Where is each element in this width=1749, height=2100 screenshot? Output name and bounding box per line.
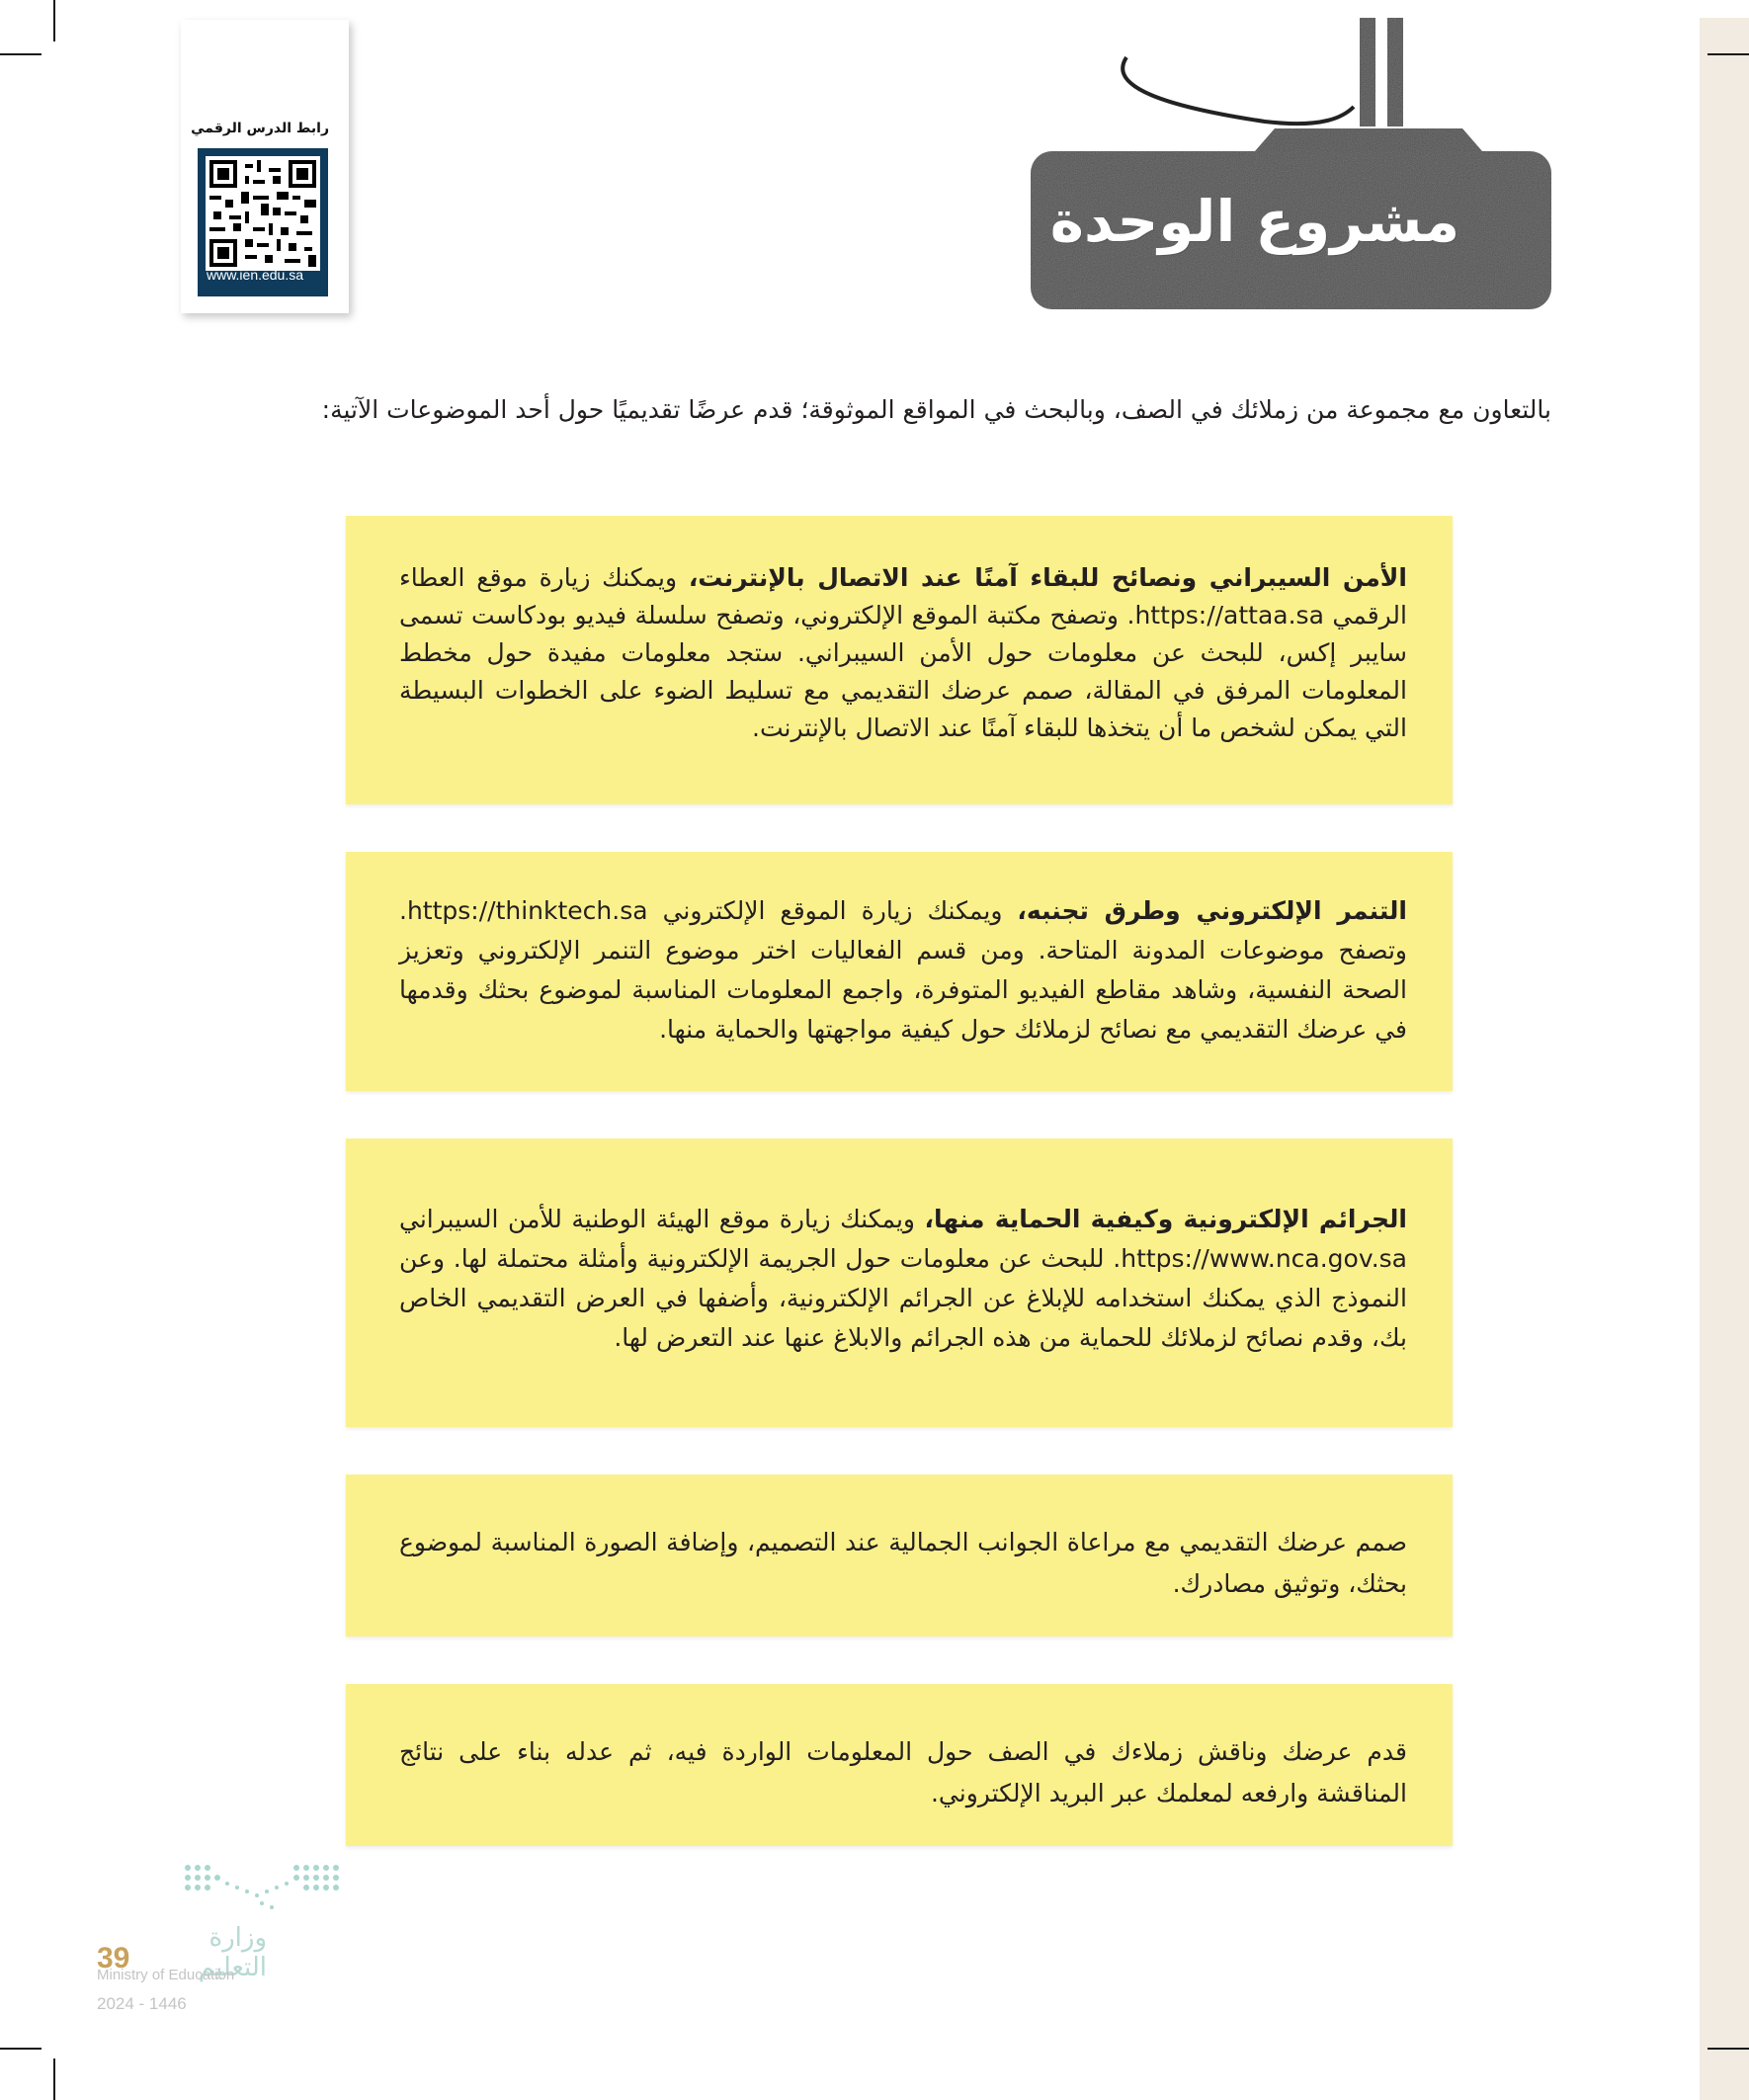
ministry-name-en: Ministry of Education bbox=[97, 1967, 235, 1983]
topic-text bbox=[399, 1200, 1407, 1358]
crop-mark bbox=[0, 2048, 42, 2050]
crop-mark bbox=[53, 0, 55, 42]
crop-mark bbox=[53, 2058, 55, 2100]
topic-box bbox=[346, 1138, 1453, 1427]
ministry-logo-icon bbox=[178, 1858, 356, 1921]
page-number: 39 bbox=[97, 1942, 130, 1974]
topic-box bbox=[346, 516, 1453, 804]
topic-heading: التنمر الإلكتروني وطرق تجنبه، bbox=[1017, 896, 1407, 925]
instruction-text: قدم عرضك وناقش زملاءك في الصف حول المعلومات الواردة فيه، ثم عدله بناء على نتائج المناقشة وارفعه لمعلمك عبر البريد الإلكتروني. bbox=[399, 1737, 1407, 1807]
topic-text bbox=[399, 559, 1407, 747]
unit-project-sign bbox=[1028, 18, 1561, 314]
topic-body: ويمكنك زيارة موقع الهيئة الوطنية للأمن السيبراني https://www.nca.gov.sa. للبحث عن معلومات حول الجريمة الإلكترونية وأمثلة محتملة لها. وعن النموذج الذي يمكنك استخدامه للإبلاغ عن الجرائم الإلكترونية، وأضفها في العرض التقديمي الخاص بك، وقدم نصائح لزملائك للحماية من هذه الجرائم والابلاغ عنها عند التعرض لها. bbox=[399, 1205, 1407, 1352]
topic-heading: الأمن السيبراني ونصائح للبقاء آمنًا عند الاتصال بالإنترنت، bbox=[688, 563, 1407, 592]
edition-year: 2024 - 1446 bbox=[97, 1994, 187, 2013]
topic-body: ويمكنك زيارة موقع العطاء الرقمي https://attaa.sa. وتصفح مكتبة الموقع الإلكتروني، وتصفح سلسلة فيديو بودكاست تسمى سايبر إكس، للبحث عن معلومات حول الأمن السيبراني. ستجد معلومات مفيدة حول مخطط المعلومات المرفق في المقالة، صمم عرضك التقديمي مع تسليط الضوء على الخطوات البسيطة التي يمكن لشخص ما أن يتخذها للبقاء آمنًا عند الاتصال بالإنترنت. bbox=[399, 563, 1407, 742]
instruction-text: صمم عرضك التقديمي مع مراعاة الجوانب الجمالية عند التصميم، وإضافة الصورة المناسبة لموضوع بحثك، وتوثيق مصادرك. bbox=[399, 1528, 1407, 1598]
instruction-box bbox=[346, 1474, 1453, 1637]
topic-box bbox=[346, 852, 1453, 1091]
crop-mark bbox=[1707, 2048, 1749, 2050]
crop-mark bbox=[0, 53, 42, 55]
instruction-box bbox=[346, 1684, 1453, 1846]
topic-body: ويمكنك زيارة الموقع الإلكتروني https://thinktech.sa. وتصفح موضوعات المدونة المتاحة. ومن قسم الفعاليات اختر موضوع التنمر الإلكتروني وتعزيز الصحة النفسية، وشاهد مقاطع الفيديو المتوفرة، واجمع المعلومات المناسبة لموضوع بحثك وقدمها في عرضك التقديمي مع نصائح لزملائك حول كيفية مواجهتها والحماية منها. bbox=[399, 896, 1407, 1044]
topic-text bbox=[399, 891, 1407, 1050]
digital-lesson-link-card[interactable] bbox=[181, 20, 349, 313]
qr-code-frame[interactable] bbox=[198, 148, 328, 296]
ministry-name-ar: وزارة التعليم bbox=[198, 1923, 267, 1982]
crop-mark bbox=[1707, 53, 1749, 55]
qr-code-icon bbox=[206, 156, 320, 271]
intro-paragraph: بالتعاون مع مجموعة من زملائك في الصف، وبالبحث في المواقع الموثوقة؛ قدم عرضًا تقديميًا حول أحد الموضوعات الآتية: bbox=[321, 395, 1551, 424]
page-title: مشروع الوحدة bbox=[1049, 188, 1460, 255]
page-edge-strip bbox=[1700, 18, 1749, 2100]
topic-heading: الجرائم الإلكترونية وكيفية الحماية منها، bbox=[924, 1205, 1407, 1233]
sign-plate-icon bbox=[1028, 18, 1561, 314]
qr-label: رابط الدرس الرقمي bbox=[191, 121, 329, 136]
qr-url[interactable]: www.ien.edu.sa bbox=[206, 267, 304, 283]
